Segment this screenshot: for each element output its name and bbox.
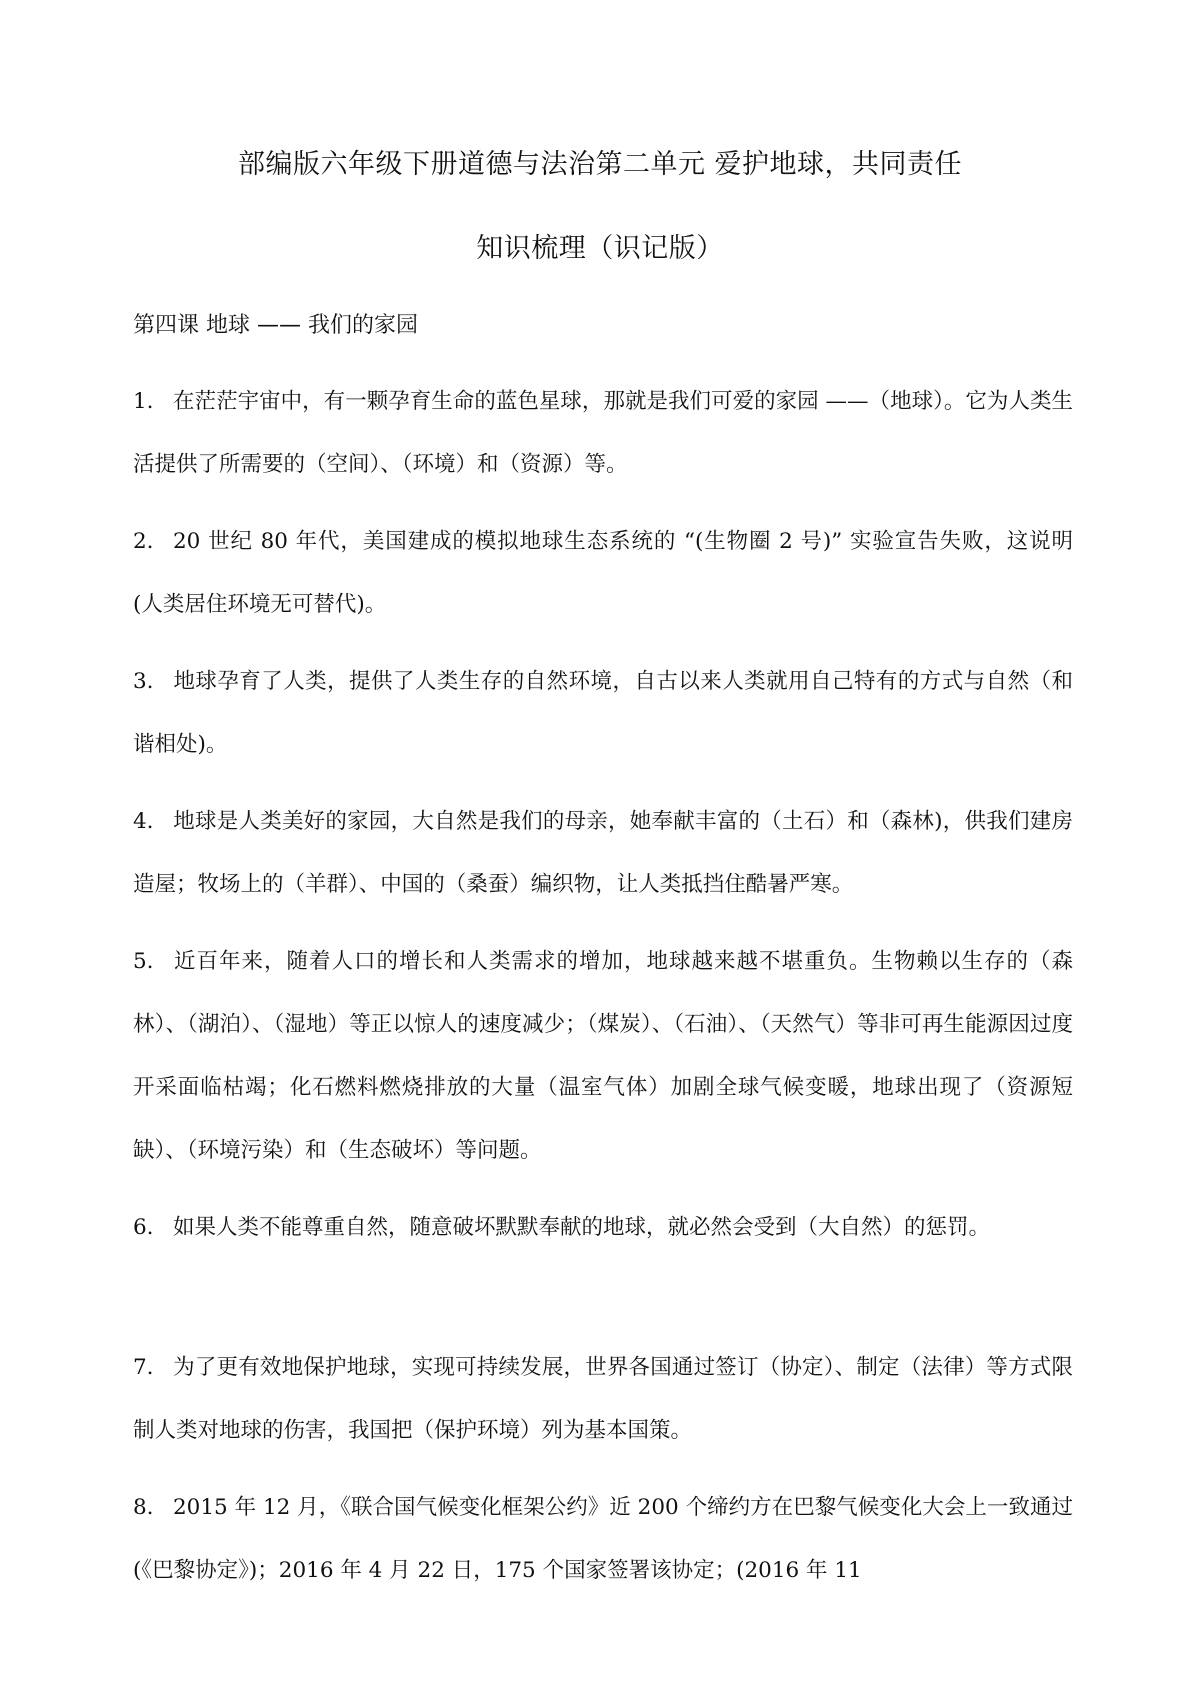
list-item [133,1336,1073,1462]
item-text: 如果人类不能尊重自然，随意破坏默默奉献的地球，就必然会受到（大自然）的惩罚。 [173,1215,991,1240]
item-text: 2015 年 12 月，《联合国气候变化框架公约》近 200 个缔约方在巴黎气候变化大会上一致通过 (《巴黎协定》)；2016 年 4 月 22 日，175 个国家签署该协定；(2016 年 11 [133,1495,1073,1583]
list-item [133,510,1073,636]
section-heading: 第四课 地球 —— 我们的家园 [133,313,418,338]
item-number: 4. [133,809,154,834]
item-number: 5. [133,949,154,974]
document-title: 部编版六年级下册道德与法治第二单元 爱护地球，共同责任 [237,149,963,180]
list-item [133,1476,1073,1602]
document-subtitle: 知识梳理（识记版） [476,233,724,264]
list-item [133,650,1073,776]
list-item [133,370,1073,496]
item-text: 20 世纪 80 年代，美国建成的模拟地球生态系统的 “(生物圈 2 号)” 实验宣告失败，这说明 (人类居住环境无可替代)。 [133,529,1073,617]
list-item [133,1196,1073,1259]
item-number: 7. [133,1355,154,1380]
list-item [133,930,1073,1182]
list-item [133,790,1073,916]
item-text: 近百年来，随着人口的增长和人类需求的增加，地球越来越不堪重负。生物赖以生存的（森林）、（湖泊）、（湿地）等正以惊人的速度减少；（煤炭）、（石油）、（天然气）等非可再生能源因过度开采面临枯竭；化石燃料燃烧排放的大量（温室气体）加剧全球气候变暖，地球出现了（资源短缺）、（环境污染）和（生态破坏）等问题。 [133,949,1073,1163]
item-number: 2. [133,529,154,554]
item-text: 为了更有效地保护地球，实现可持续发展，世界各国通过签订（协定）、制定（法律）等方式限制人类对地球的伤害，我国把（保护环境）列为基本国策。 [133,1355,1073,1443]
item-text: 地球是人类美好的家园，大自然是我们的母亲，她奉献丰富的（土石）和（森林)，供我们建房造屋；牧场上的（羊群）、中国的（桑蚕）编织物，让人类抵挡住酷暑严寒。 [133,809,1073,897]
item-number: 6. [133,1215,154,1240]
item-number: 8. [133,1495,154,1520]
item-text: 在茫茫宇宙中，有一颗孕育生命的蓝色星球，那就是我们可爱的家园 ——（地球）。它为人类生活提供了所需要的（空间）、（环境）和（资源）等。 [133,389,1073,477]
item-text: 地球孕育了人类，提供了人类生存的自然环境，自古以来人类就用自己特有的方式与自然（和谐相处)。 [133,669,1073,757]
item-number: 1. [133,389,154,414]
item-number: 3. [133,669,154,694]
